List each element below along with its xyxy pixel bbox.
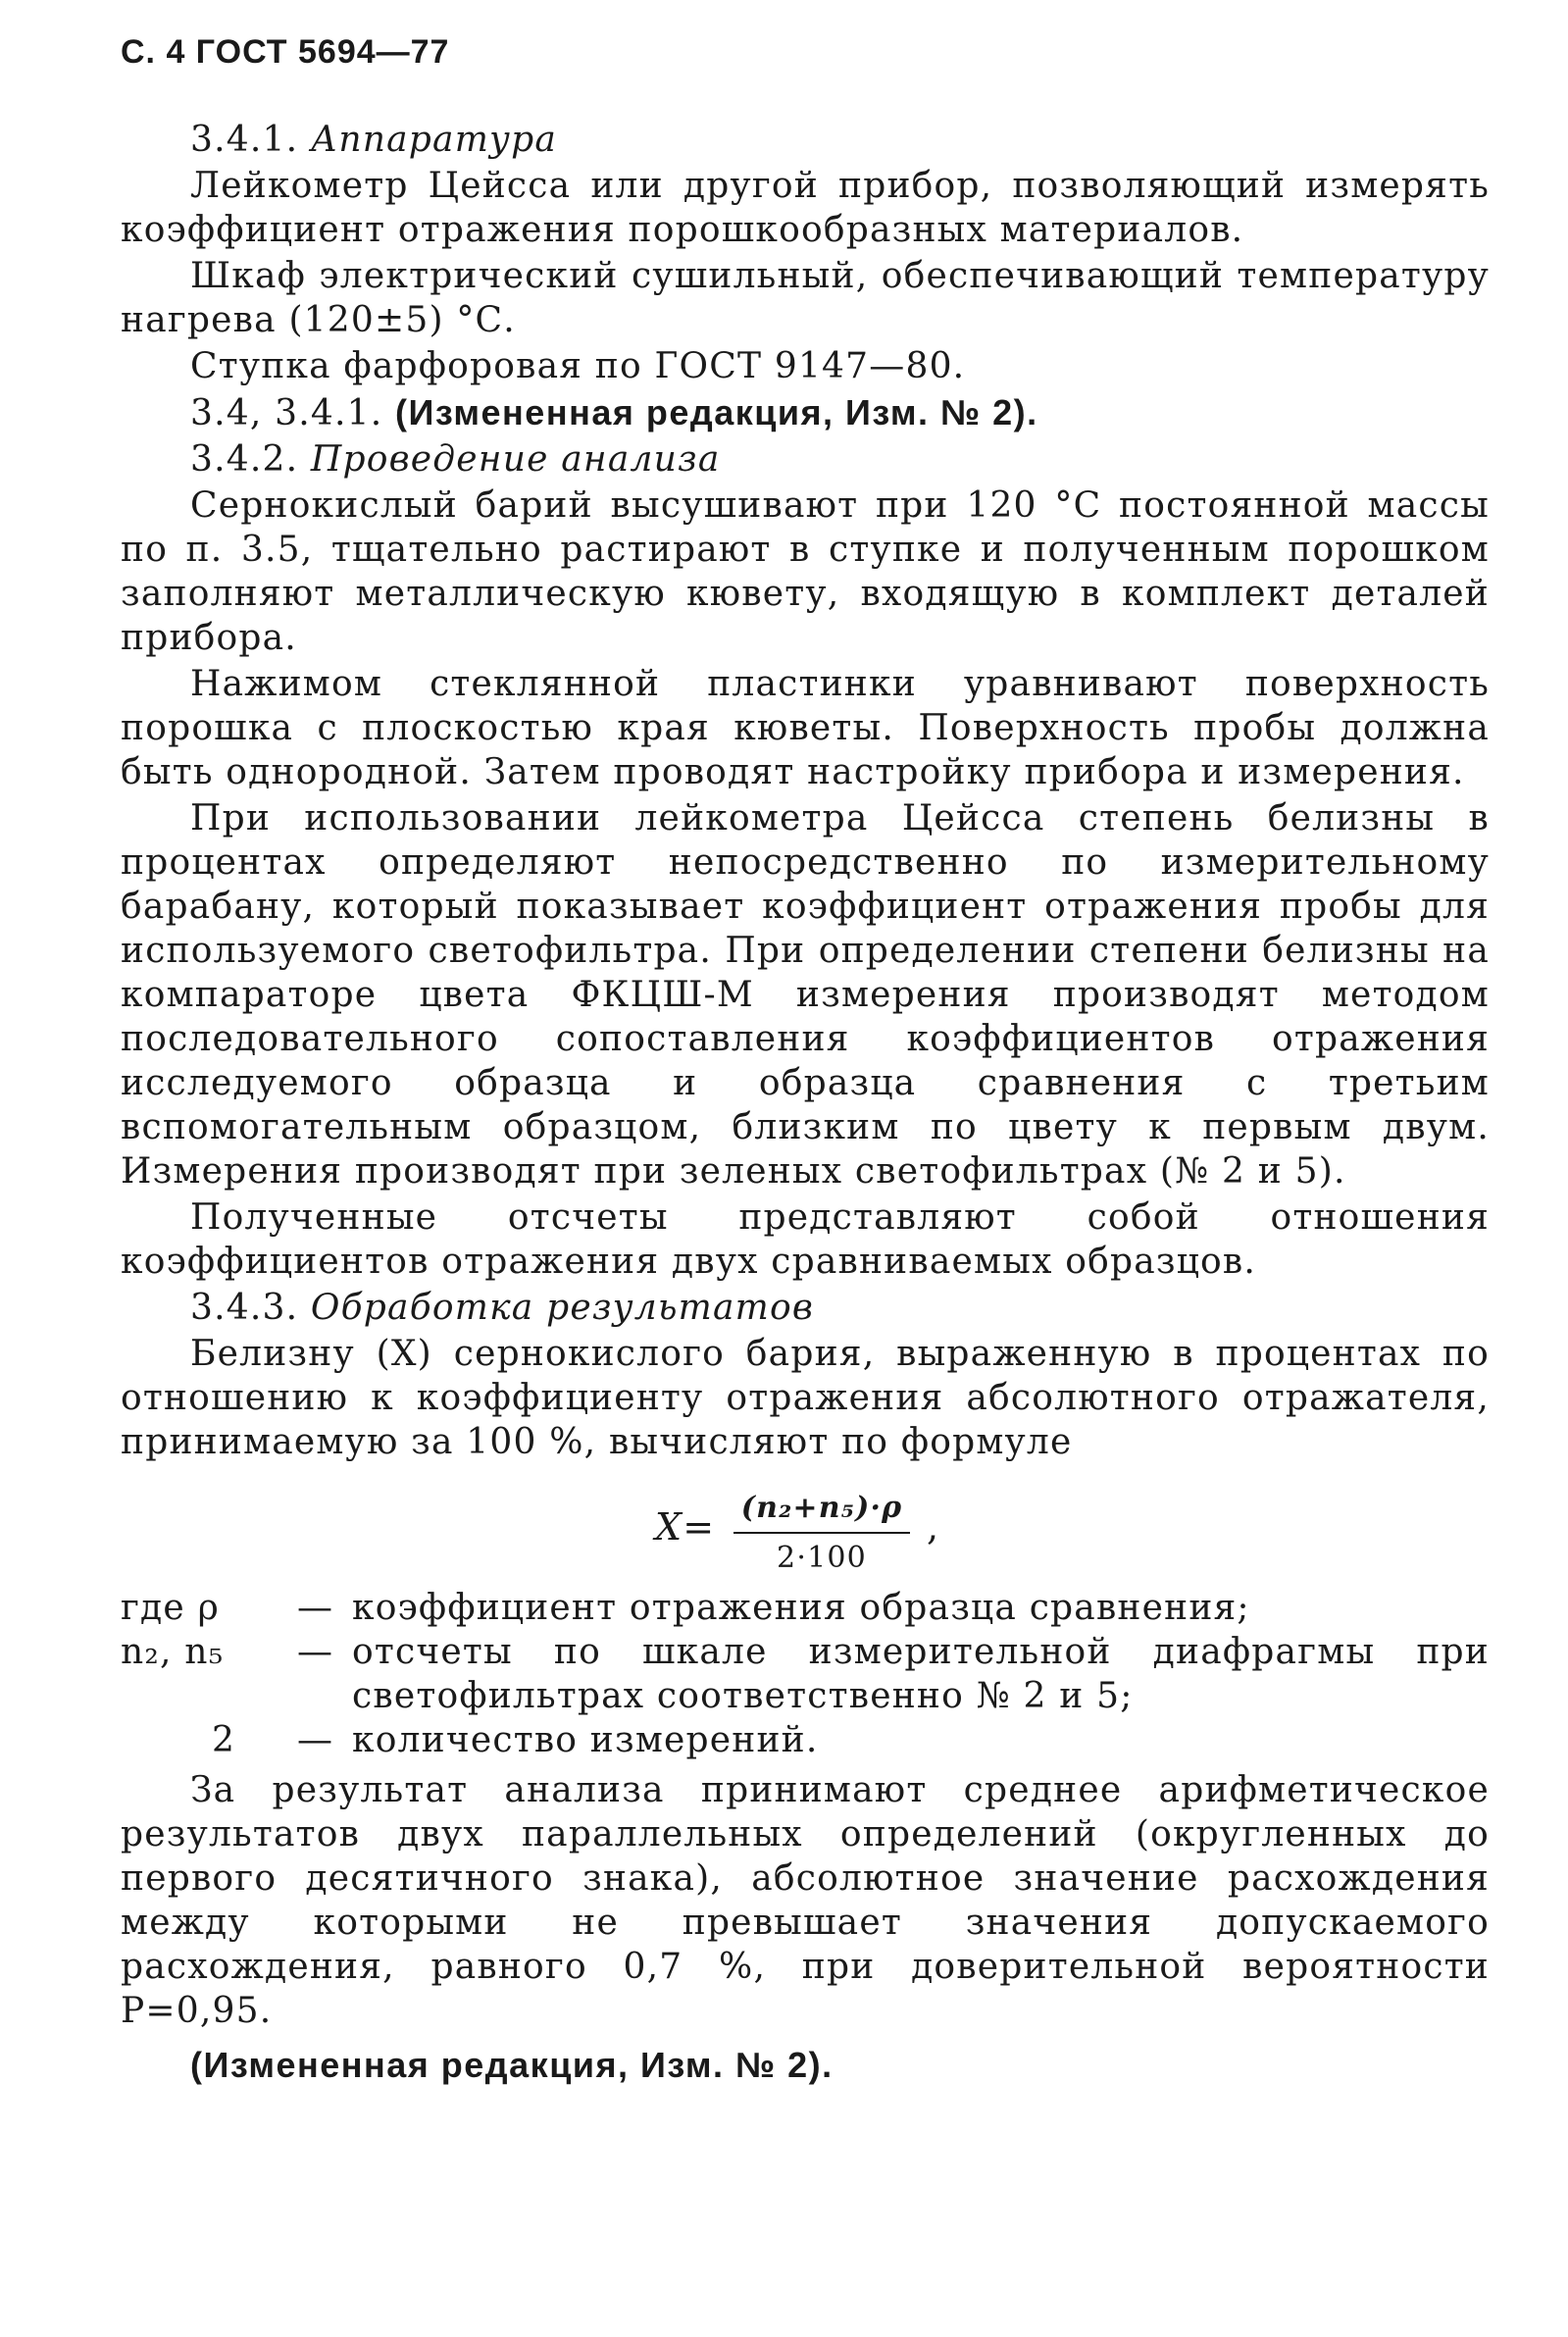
section-number: 3.4.2. xyxy=(190,439,299,480)
where-term: n₂, n₅ xyxy=(121,1632,225,1672)
amendment-note xyxy=(121,390,1490,435)
paragraph-readings: Полученные отсчеты представляют собой отношения коэффициентов отражения двух сравниваемых образцов. xyxy=(121,1197,1490,1282)
paragraph-mortar: Ступка фарфоровая по ГОСТ 9147—80. xyxy=(190,346,966,386)
section-number: 3.4.3. xyxy=(190,1288,299,1328)
where-term: 2 xyxy=(212,1720,236,1760)
where-definition: коэффициент отражения образца сравнения; xyxy=(352,1588,1250,1628)
section-title: Аппаратура xyxy=(310,120,558,160)
paragraph-leveling: Нажимом стеклянной пластинки уравнивают поверхность порошка с плоскостью края кюветы. Поверхность пробы должна быть однородной. Затем проводят настройку прибора и измерения. xyxy=(121,664,1490,792)
formula-denominator: 2·100 xyxy=(777,1541,867,1575)
where-definition: отсчеты по шкале измерительной диафрагмы при светофильтрах соответственно № 2 и 5; xyxy=(352,1632,1490,1716)
where-definition: количество измерений. xyxy=(352,1720,819,1760)
where-row-rho xyxy=(121,1586,1490,1630)
paragraph-whiteness-intro: Белизну (X) сернокислого бария, выраженную в процентах по отношению к коэффициенту отражения абсолютного отражателя, принимаемую за 100 %, вычисляют по формуле xyxy=(121,1334,1490,1462)
running-header: С. 4 ГОСТ 5694—77 xyxy=(121,33,450,71)
section-title: Обработка результатов xyxy=(310,1288,815,1328)
section-heading-apparatus xyxy=(121,118,1490,162)
whiteness-formula xyxy=(121,1478,1490,1576)
where-row-readings xyxy=(121,1630,1490,1718)
amendment-note-final: (Измененная редакция, Изм. № 2). xyxy=(190,2045,834,2085)
section-title: Проведение анализа xyxy=(310,439,721,480)
formula-lhs: X= xyxy=(655,1505,716,1549)
paragraph-result: За результат анализа принимают среднее арифметическое результатов двух параллельных определений (округленных до первого десятичного знака), абсолютное значение расхождения между которыми не превышает значения допускаемого расхождения, равного 0,7 %, при доверительной вероятности P=0,95. xyxy=(121,1770,1490,2031)
paragraph-leukometer: Лейкометр Цейсса или другой прибор, позволяющий измерять коэффициент отражения порошкообразных материалов. xyxy=(121,166,1490,250)
section-number: 3.4.1. xyxy=(190,120,299,160)
document-body xyxy=(121,118,1490,2122)
paragraph-drying: Сернокислый барий высушивают при 120 °С постоянной массы по п. 3.5, тщательно растирают в ступке и полученным порошком заполняют металлическую кювету, входящую в комплект деталей прибора. xyxy=(121,485,1490,658)
where-dash: — xyxy=(297,1720,334,1760)
paragraph-drying-oven: Шкаф электрический сушильный, обеспечивающий температуру нагрева (120±5) °С. xyxy=(121,256,1490,340)
formula-fraction xyxy=(733,1486,910,1580)
amendment-text: (Измененная редакция, Изм. № 2). xyxy=(395,392,1038,432)
section-heading-procedure xyxy=(121,437,1490,482)
formula-numerator: (n₂+n₅)·ρ xyxy=(733,1486,910,1534)
where-row-count xyxy=(121,1718,1490,1762)
paragraph-measurement: При использовании лейкометра Цейсса степень белизны в процентах определяют непосредственно по измерительному барабану, который показывает коэффициент отражения пробы для используемого светофильтра. При определении степени белизны на компараторе цвета ФКЦШ-М измерения производят методом последовательного сопоставления коэффициентов отражения исследуемого образца и образца сравнения с третьим вспомогательным образцом, близким по цвету к первым двум. Измерения производят при зеленых светофильтрах (№ 2 и 5). xyxy=(121,798,1490,1192)
amendment-section-refs: 3.4, 3.4.1. xyxy=(190,393,383,433)
where-term: где ρ xyxy=(121,1588,220,1628)
where-dash: — xyxy=(297,1632,334,1672)
section-heading-processing xyxy=(121,1286,1490,1330)
where-dash: — xyxy=(297,1588,334,1628)
formula-comma: , xyxy=(927,1505,940,1549)
